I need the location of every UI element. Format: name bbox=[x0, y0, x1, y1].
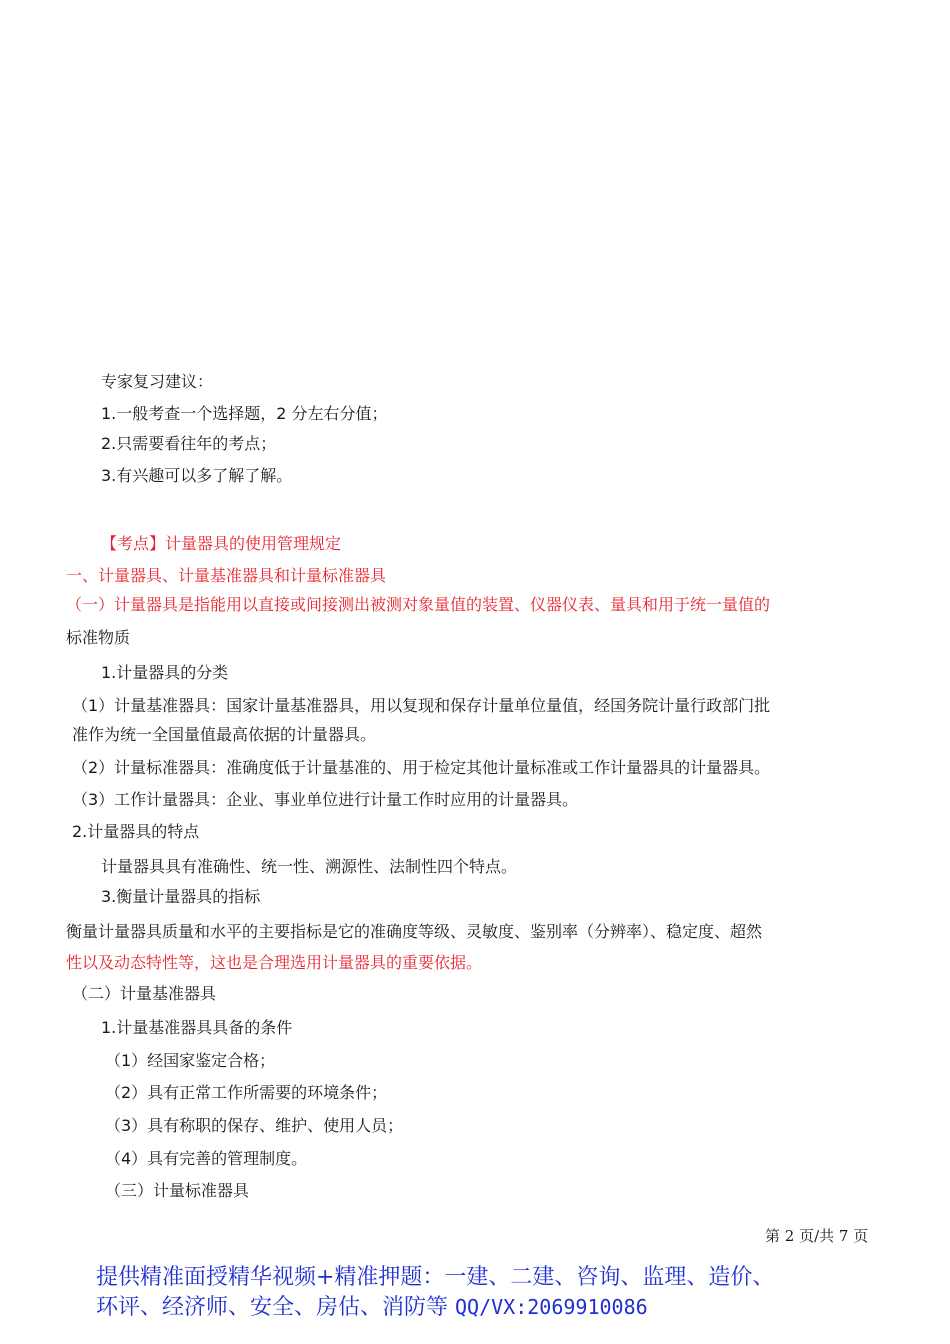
subsection-2-heading: （二）计量基准器具 bbox=[72, 984, 217, 1003]
classify-item-1-line1: （1）计量基准器具：国家计量基准器具，用以复现和保存计量单位量值，经国务院计量行政部门批 bbox=[72, 696, 771, 715]
condition-item-1: （1）经国家鉴定合格； bbox=[105, 1051, 276, 1070]
classify-item-3: （3）工作计量器具：企业、事业单位进行计量工作时应用的计量器具。 bbox=[72, 790, 579, 809]
conditions-heading: 1.计量基准器具具备的条件 bbox=[101, 1018, 293, 1037]
subsection-1-line2: 标准物质 bbox=[66, 628, 131, 647]
metrics-line-2: 性以及动态特性等，这也是合理选用计量器具的重要依据。 bbox=[66, 953, 483, 972]
kaodian-heading: 【考点】计量器具的使用管理规定 bbox=[101, 534, 342, 553]
footer-ad-line-1: 提供精准面授精华视频+精准押题：一建、二建、咨询、监理、造价、 bbox=[96, 1265, 775, 1290]
condition-item-2: （2）具有正常工作所需要的环境条件； bbox=[105, 1083, 388, 1102]
footer-ad-line-2 bbox=[96, 1293, 648, 1322]
classify-heading: 1.计量器具的分类 bbox=[101, 663, 229, 682]
classify-item-2: （2）计量标准器具：准确度低于计量基准的、用于检定其他计量标准或工作计量器具的计量器具。 bbox=[72, 758, 771, 777]
subsection-3-heading: （三）计量标准器具 bbox=[105, 1181, 250, 1200]
features-heading: 2.计量器具的特点 bbox=[72, 822, 200, 841]
classify-item-1-line2: 准作为统一全国量值最高依据的计量器具。 bbox=[72, 725, 377, 744]
condition-item-4: （4）具有完善的管理制度。 bbox=[105, 1149, 308, 1168]
advice-item-1: 1.一般考查一个选择题，2 分左右分值； bbox=[101, 404, 388, 423]
footer-ad-services: 环评、经济师、安全、房估、消防等 bbox=[96, 1295, 455, 1320]
page-number: 第 2 页/共 7 页 bbox=[765, 1227, 869, 1245]
metrics-heading: 3.衡量计量器具的指标 bbox=[101, 887, 261, 906]
advice-item-2: 2.只需要看往年的考点； bbox=[101, 434, 277, 453]
metrics-line-1: 衡量计量器具质量和水平的主要指标是它的准确度等级、灵敏度、鉴别率（分辨率）、稳定度、超然 bbox=[66, 922, 763, 941]
features-text: 计量器具具有准确性、统一性、溯源性、法制性四个特点。 bbox=[101, 857, 518, 876]
footer-ad-contact: QQ/VX:2069910086 bbox=[455, 1295, 648, 1319]
condition-item-3: （3）具有称职的保存、维护、使用人员； bbox=[105, 1116, 404, 1135]
section-title-1: 一、计量器具、计量基准器具和计量标准器具 bbox=[66, 566, 387, 585]
advice-heading: 专家复习建议： bbox=[101, 372, 214, 391]
subsection-1-line1: （一）计量器具是指能用以直接或间接测出被测对象量值的装置、仪器仪表、量具和用于统一量值的 bbox=[66, 595, 771, 614]
advice-item-3: 3.有兴趣可以多了解了解。 bbox=[101, 466, 293, 485]
